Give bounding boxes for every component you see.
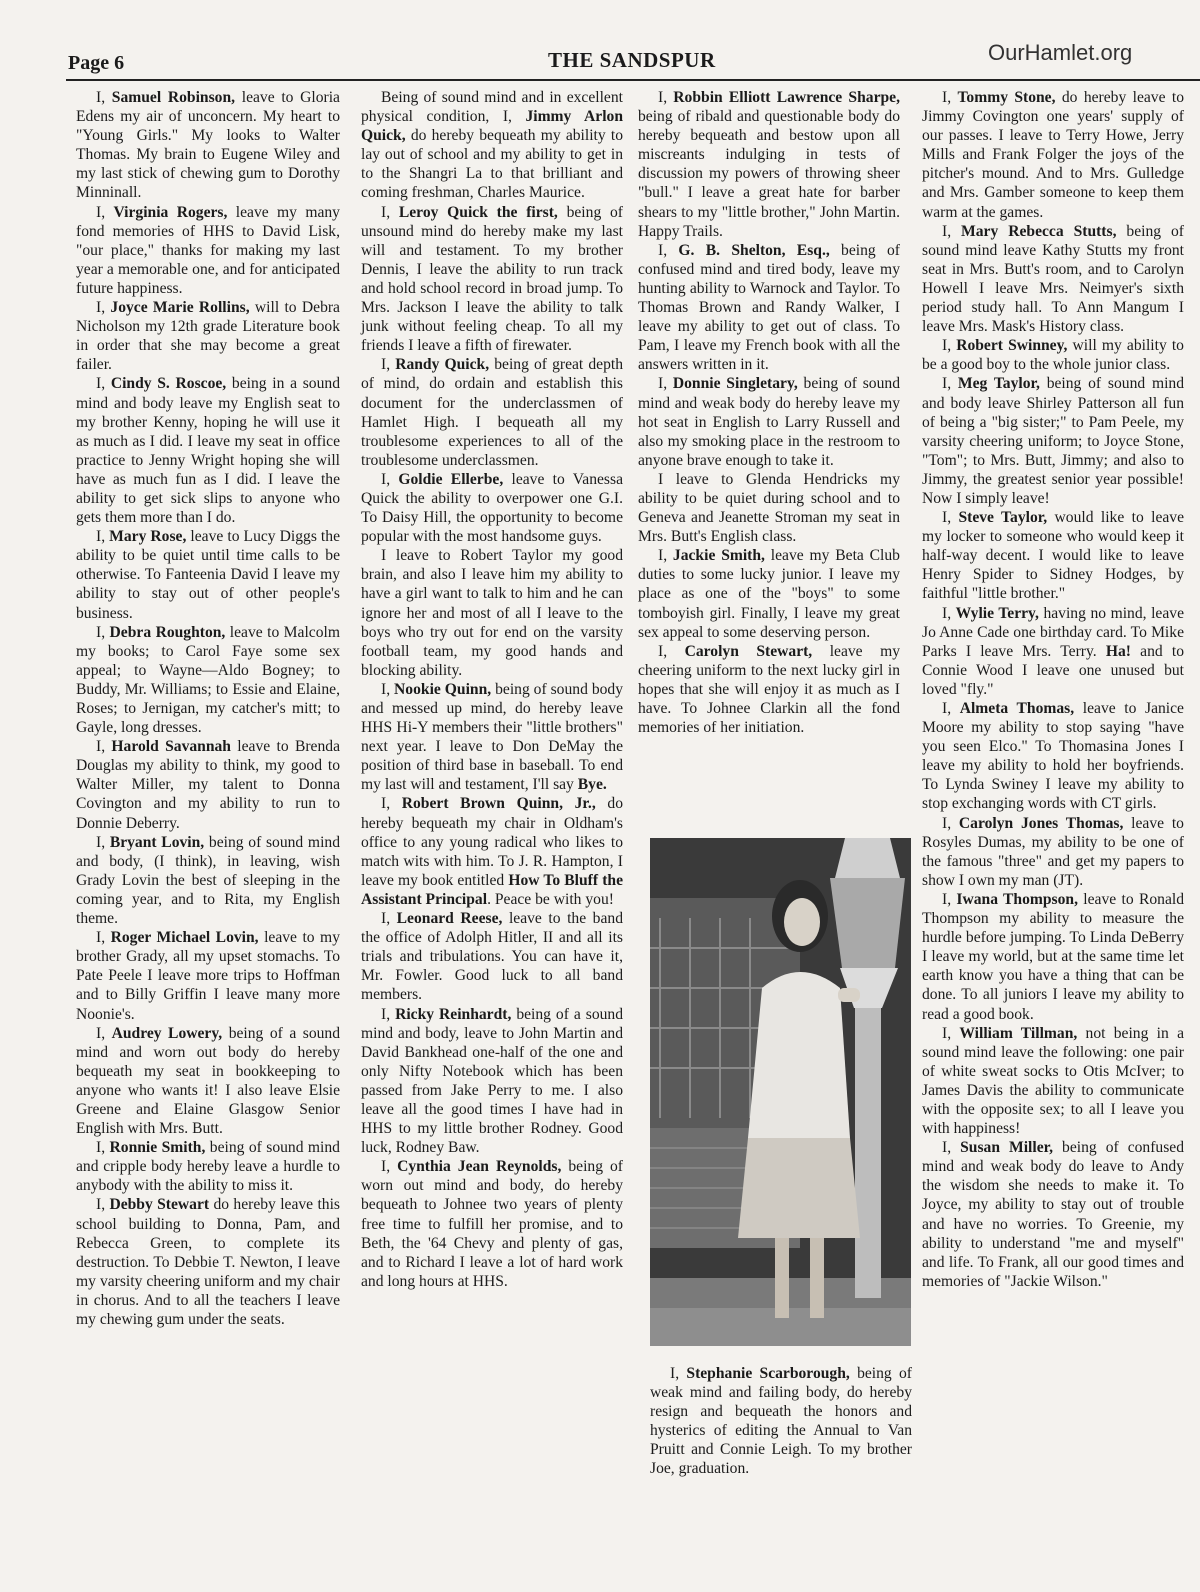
student-name: Iwana Thompson, (956, 890, 1078, 908)
student-name: Debra Roughton, (109, 623, 226, 641)
will-entry (638, 546, 900, 641)
entry-text: and to Connie Wood I leave one unused but loved "fly." (922, 642, 1184, 698)
student-name: Samuel Robinson, (111, 89, 236, 106)
student-name: G. B. Shelton, Esq., (678, 241, 830, 259)
entry-text: being of a sound mind and worn out body do hereby bequeath my seat in bookkeeping to anyone who wants it! I also leave Elsie Greene and Elaine Glasgow Senior English with Mrs. Butt. (76, 1024, 341, 1138)
entry-text: do hereby leave to Jimmy Covington one years' supply of our passes. I leave to Terry Howe, Jerry Mills and Frank Folger the joys of the pitcher's mound. And to Mrs. Gulledge and Mrs. Gamber someone to keep them warm at the games. (922, 89, 1184, 221)
entry-text: I, (96, 1139, 110, 1157)
entry-text: being of sound mind and weak body do hereby leave my hot seat in English to Larry Russell and also my smoking place in the restroom to anyone brave enough to take it. (638, 375, 900, 469)
will-entry (361, 1005, 623, 1158)
will-entry (76, 298, 340, 374)
entry-text: I, (942, 604, 956, 622)
student-name: Ricky Reinhardt, (395, 1005, 512, 1023)
entry-text: I, (381, 1158, 398, 1176)
entry-text: being of sound mind and cripple body hereby leave a hurdle to anybody with the ability to miss it. (76, 1139, 340, 1195)
entry-text: I, (381, 203, 399, 221)
will-entry (922, 336, 1184, 374)
will-entry (638, 470, 900, 546)
entry-text: . Peace be with you! (487, 890, 614, 908)
entry-text: leave to Vanessa Quick the ability to overpower one G.I. To Daisy Hill, the opportunity to become popular with the most handsome guys. (361, 470, 623, 546)
caption-paragraph: I, Stephanie Scarborough, being of weak mind and failing body, do hereby resign and bequeath the honors and hysterics of editing the Annual to Van Pruitt and Connie Leigh. To my brother Joe, graduation. (650, 1365, 913, 1478)
entry-text: leave to Gloria Edens my air of unconcern. My heart to "Young Girls." My looks to Walter Thomas. My brain to Eugene Wiley and my last stick of chewing gum to Dorothy Minninall. (76, 89, 340, 202)
student-name: Goldie Ellerbe, (398, 470, 504, 488)
student-name: Robbin Elliott Lawrence Sharpe, (673, 89, 900, 106)
entry-text: I, (942, 337, 957, 355)
student-name: Virginia Rogers, (113, 203, 228, 221)
entry-text: leave to my brother Grady, all my upset stomachs. To Pate Peele I leave more trips to Hoffman and to Billy Griffin I leave many more Noonie's. (76, 929, 340, 1023)
entry-text: I, (96, 1024, 112, 1042)
entry-text: being in a sound mind and body leave my English seat to my brother Kenny, hoping he will use it as much as I did. I leave my seat in office practice to Jenny Wright hoping she will have as much fun as I did. I leave the ability to get sick slips to anyone who gets them more than I do. (76, 375, 340, 527)
will-entry (76, 737, 340, 832)
will-entry (922, 508, 1184, 603)
will-entry (361, 546, 623, 680)
student-name: Stephanie Scarborough, (686, 1365, 850, 1382)
student-name: Randy Quick, (395, 356, 490, 374)
will-entry (76, 1195, 340, 1329)
entry-text: I, (942, 1024, 960, 1042)
will-entry (922, 1138, 1184, 1291)
entry-text: being of confused mind and weak body do leave to Andy the wisdom she needs to make it. To Joyce, my ability to stay out of trouble and have no worries. To Greenie, my ability to understand "me and myself" and life. To Frank, all our good times and memories of "Jackie Wilson." (922, 1139, 1184, 1290)
entry-text: I leave to Glenda Hendricks my ability to be quiet during school and to Geneva and Jeanette Stroman my seat in Mrs. Butt's English class. (638, 470, 900, 546)
entry-text: being of sound mind and body leave Shirley Patterson all fun of being a "big sister;" to Pam Peele, my varsity cheering uniform; to Joyce Stone, "Tom"; to Mrs. Butt, Jimmy; and also to Jimmy, the greatest senior year possible! Now I simply leave! (922, 375, 1184, 507)
entry-text: would like to leave my locker to someone who would keep it half-way decent. I would like to leave Henry Spider to Sidney Hodges, by faithful "little brother." (922, 509, 1184, 603)
will-entry (638, 374, 900, 469)
student-name: Almeta Thomas, (959, 700, 1075, 717)
will-entry (76, 623, 340, 738)
entry-text: I, (658, 89, 674, 106)
student-name: Roger Michael Lovin, (110, 929, 259, 947)
entry-text: I, (942, 700, 960, 717)
student-name: Joyce Marie Rollins, (110, 299, 250, 317)
entry-text: leave my Beta Club duties to some lucky junior. I leave my place as one of the "boys" to some tomboyish girl. Finally, I leave my great sex appeal to some deserving person. (638, 547, 900, 641)
entry-text: being of confused mind and tired body, leave my hunting ability to Warnock and Taylor. To Thomas Brown and Randy Walker, I leave my ability to get out of class. To Pam, I leave my French book with all the answers written in it. (638, 241, 900, 374)
will-entry (361, 470, 623, 546)
entry-text: I, (942, 375, 958, 393)
student-photo (650, 838, 911, 1346)
student-name: Leroy Quick the first, (398, 203, 558, 221)
will-entry (922, 814, 1184, 890)
will-entry (361, 203, 623, 356)
page-number: Page 6 (68, 52, 125, 74)
student-name: Cynthia Jean Reynolds, (397, 1158, 562, 1176)
will-entry (922, 604, 1184, 699)
entry-text: leave my cheering uniform to the next lucky girl in hopes that she will enjoy it as much as I have. To Johnee Clarkin all the fond memories of her initiation. (638, 642, 900, 737)
will-entry (922, 374, 1184, 508)
will-entry (76, 527, 340, 622)
will-entry (922, 699, 1184, 814)
will-entry (76, 1138, 340, 1195)
student-name: Wylie Terry, (955, 604, 1039, 622)
student-name: Leonard Reese, (396, 910, 503, 928)
newspaper-title: THE SANDSPUR (548, 48, 716, 72)
entry-text: leave to Malcolm my books; to Carol Faye some sex appeal; to Wayne—Aldo Bogney; to Buddy, Mr. Williams; to Essie and Elaine, Roses; to Jernigan, my catcher's mitt; to Gayle, long dresses. (76, 623, 340, 737)
entry-text: I, (381, 470, 399, 488)
will-entry (76, 1024, 340, 1139)
will-entry (361, 680, 623, 795)
entry-text: do hereby bequeath my ability to lay out of school and my ability to get in to the Shangri La to that brilliant and coming freshman, Charles Maurice. (361, 127, 623, 202)
student-name: Carolyn Stewart, (684, 642, 813, 660)
entry-text: having no mind, leave Jo Anne Cade one birthday card. To Mike Parks I leave Mrs. Terry. (922, 604, 1184, 660)
student-name: Robert Brown Quinn, Jr., (401, 795, 596, 813)
will-entry (76, 374, 340, 527)
header-right (988, 40, 1132, 66)
student-name: Cindy S. Roscoe, (110, 375, 227, 393)
student-name: Carolyn Jones Thomas, (958, 814, 1124, 832)
will-entry (922, 88, 1184, 222)
will-entry (922, 222, 1184, 337)
will-entry (76, 203, 340, 298)
will-entry (638, 642, 900, 737)
entry-text: I, (381, 795, 402, 813)
column-4 (922, 88, 1184, 1291)
student-name: Robert Swinney, (956, 337, 1068, 355)
entry-text: leave my many fond memories of HHS to David Lisk, "our place," thanks for making my last year a memorable one, and for anticipated future happiness. (76, 203, 340, 297)
header-rule (66, 79, 1200, 81)
will-entry (76, 833, 340, 928)
entry-text: leave to Janice Moore my ability to stop saying "have you seen Elco." To Thomasina Jones I leave my ability to hold her boyfriends. To Lynda Swiney I leave my ability to stop exchanging words with CT girls. (922, 700, 1184, 813)
entry-text: I, (942, 1139, 961, 1157)
column-3 (638, 88, 900, 737)
student-name: Ronnie Smith, (109, 1139, 206, 1157)
entry-text: do hereby bequeath my chair in Oldham's office to any young radical who likes to match wits with him. To J. R. Hampton, I leave my book entitled (361, 795, 623, 889)
will-entry (361, 88, 623, 203)
entry-text: being of great depth of mind, do ordain and establish this document for the underclassmen of Hamlet High. I bequeath all my troublesome experiences to all of the troublesome underclassmen. (361, 356, 623, 469)
entry-text: leave to Lucy Diggs the ability to be quiet until time calls to be otherwise. To Fanteenia David I leave my ability to stay out of other people's business. (76, 528, 340, 622)
student-name: Steve Taylor, (958, 509, 1048, 527)
entry-text: I, (658, 642, 685, 660)
entry-text: I leave to Robert Taylor my good brain, and also I leave him my ability to have a girl want to talk to him and he can ignore her and most of all I leave to the boys who try out for end on the varsity football team, my good hands and blocking ability. (361, 547, 623, 679)
entry-text: I, (96, 738, 112, 756)
entry-text: will to Debra Nicholson my 12th grade Literature book in order that she may become a great failer. (76, 299, 340, 374)
photo-caption (650, 1364, 912, 1479)
student-name: Meg Taylor, (957, 375, 1040, 393)
entry-text: I, (658, 241, 679, 259)
student-name: William Tillman, (959, 1024, 1078, 1042)
column-1 (76, 88, 340, 1329)
entry-text: I, (942, 509, 959, 527)
student-name: Mary Rebecca Stutts, (961, 222, 1117, 240)
entry-text: I, (381, 356, 396, 374)
entry-text: not being in a sound mind leave the following: one pair of white sweat socks to Otis McIver; to James Davis the ability to communicate with the opposite sex; to all I leave you with happiness! (922, 1024, 1184, 1138)
will-entry (922, 1024, 1184, 1139)
entry-text: being of sound mind leave Kathy Stutts my front seat in Mrs. Butt's room, and to Carolyn Howell I leave Mrs. Neimyer's sixth period study hall. To Ann Mangum I leave Mrs. Mask's History class. (922, 222, 1184, 336)
student-name: Harold Savannah (111, 738, 231, 756)
entry-text: I, (381, 1005, 396, 1023)
student-name: Jackie Smith, (672, 547, 765, 565)
student-name: Audrey Lowery, (111, 1024, 223, 1042)
student-name: Bryant Lovin, (109, 833, 205, 851)
student-name: Tommy Stone, (957, 89, 1056, 106)
entry-text: I, (96, 89, 112, 106)
will-entry (638, 241, 900, 375)
entry-text: I, (96, 833, 110, 851)
entry-text: I, (96, 929, 111, 947)
entry-text: leave to the band the office of Adolph Hitler, II and all its trials and tribulations. You can have it, Mr. Fowler. Good luck to all band members. (361, 910, 623, 1004)
will-entry (76, 88, 340, 203)
entry-text: Being of sound mind and in excellent physical condition, I, (361, 89, 623, 126)
entry-text: I, (942, 222, 962, 240)
column-2 (361, 88, 623, 1291)
student-name: Debby Stewart (109, 1196, 210, 1214)
will-entry (76, 928, 340, 1023)
student-name: Bye. (577, 776, 607, 794)
student-name: Jimmy Arlon Quick, (361, 108, 623, 145)
will-entry (922, 890, 1184, 1024)
entry-text: I, (96, 203, 114, 221)
student-name: Nookie Quinn, (394, 680, 492, 698)
student-name: Donnie Singletary, (672, 375, 798, 393)
entry-text: do hereby leave this school building to Donna, Pam, and Rebecca Green, to complete its destruction. To Debbie T. Newton, I leave my varsity cheering uniform and my chair in chorus. And to all the teachers I leave my chewing gum under the seats. (76, 1196, 340, 1328)
entry-text: I, (96, 375, 111, 393)
entry-text: being of a sound mind and body, leave to John Martin and David Bankhead one-half of the one and only Nifty Notebook which has been passed from Jake Perry to me. I also leave all the good times I have had in HHS to my little brother Rodney. Good luck, Rodney Baw. (361, 1005, 624, 1157)
entry-text: I, (96, 1196, 110, 1214)
entry-text: leave to Ronald Thompson my ability to measure the hurdle before jumping. To Linda DeBerry I leave my world, but at the same time let earth know you have a thing that can be done. To all juniors I leave my ability to read a good book. (922, 890, 1184, 1023)
student-name: How To Bluff the Assistant Principal (361, 871, 623, 908)
entry-text: being of sound mind and body, (I think), in leaving, wish Grady Lovin the best of sleeping in the coming year, and to Rita, my English theme. (76, 833, 340, 928)
photo-illustration (650, 838, 911, 1346)
entry-text: being of sound body and messed up mind, do hereby leave HHS Hi-Y members their "little brothers" next year. I leave to Don DeMay the position of third base in baseball. To end my last will and testament, I'll say (361, 680, 624, 794)
entry-text: I, (96, 528, 110, 546)
will-entry (361, 1157, 623, 1291)
entry-text: I, (96, 299, 111, 317)
entry-text: being of ribald and questionable body do hereby bequeath and bestow upon all miscreants indulging in tests of discussion my powers of throwing sheer "bull." I leave a great hate for barber shears to my "little brother," John Martin. Happy Trails. (638, 108, 900, 240)
will-entry (361, 794, 623, 909)
entry-text: I, (942, 814, 959, 832)
entry-text: being of worn out mind and body, do hereby bequeath to Johnee two years of plenty free time to fulfill her promise, and to Beth, the '64 Chevy and plenty of gas, and to Richard I leave a lot of hard work and long hours at HHS. (361, 1158, 623, 1290)
entry-text: I, (381, 680, 395, 698)
student-name: Mary Rose, (109, 528, 187, 546)
entry-text: I, (96, 623, 110, 641)
will-entry (361, 909, 623, 1004)
entry-text: I, (381, 910, 397, 928)
entry-text: will my ability to be a good boy to the whole junior class. (922, 337, 1184, 374)
entry-text: I, (658, 375, 673, 393)
entry-text: leave to Rosyles Dumas, my ability to be one of the famous "three" and get my papers to show I own my man (JT). (922, 814, 1184, 889)
will-entry (638, 88, 900, 241)
entry-text: I, (942, 890, 957, 908)
entry-text: I, (658, 547, 673, 565)
entry-text: I, (942, 89, 958, 106)
student-name: Susan Miller, (960, 1139, 1054, 1157)
entry-text: leave to Brenda Douglas my ability to think, my good to Walter Miller, my talent to Donna Covington and my ability to run to Donnie Deberry. (76, 738, 340, 832)
student-name: Ha! (1105, 642, 1131, 660)
will-entry (361, 355, 623, 470)
entry-text: being of unsound mind do hereby make my last will and testament. To my brother Dennis, I leave the ability to run track and hold school record in broad jump. To Mrs. Jackson I leave the ability to talk junk without feeling cheap. To all my friends I leave a fifth of firewater. (361, 203, 623, 355)
watermark: OurHamlet.org (988, 40, 1133, 65)
